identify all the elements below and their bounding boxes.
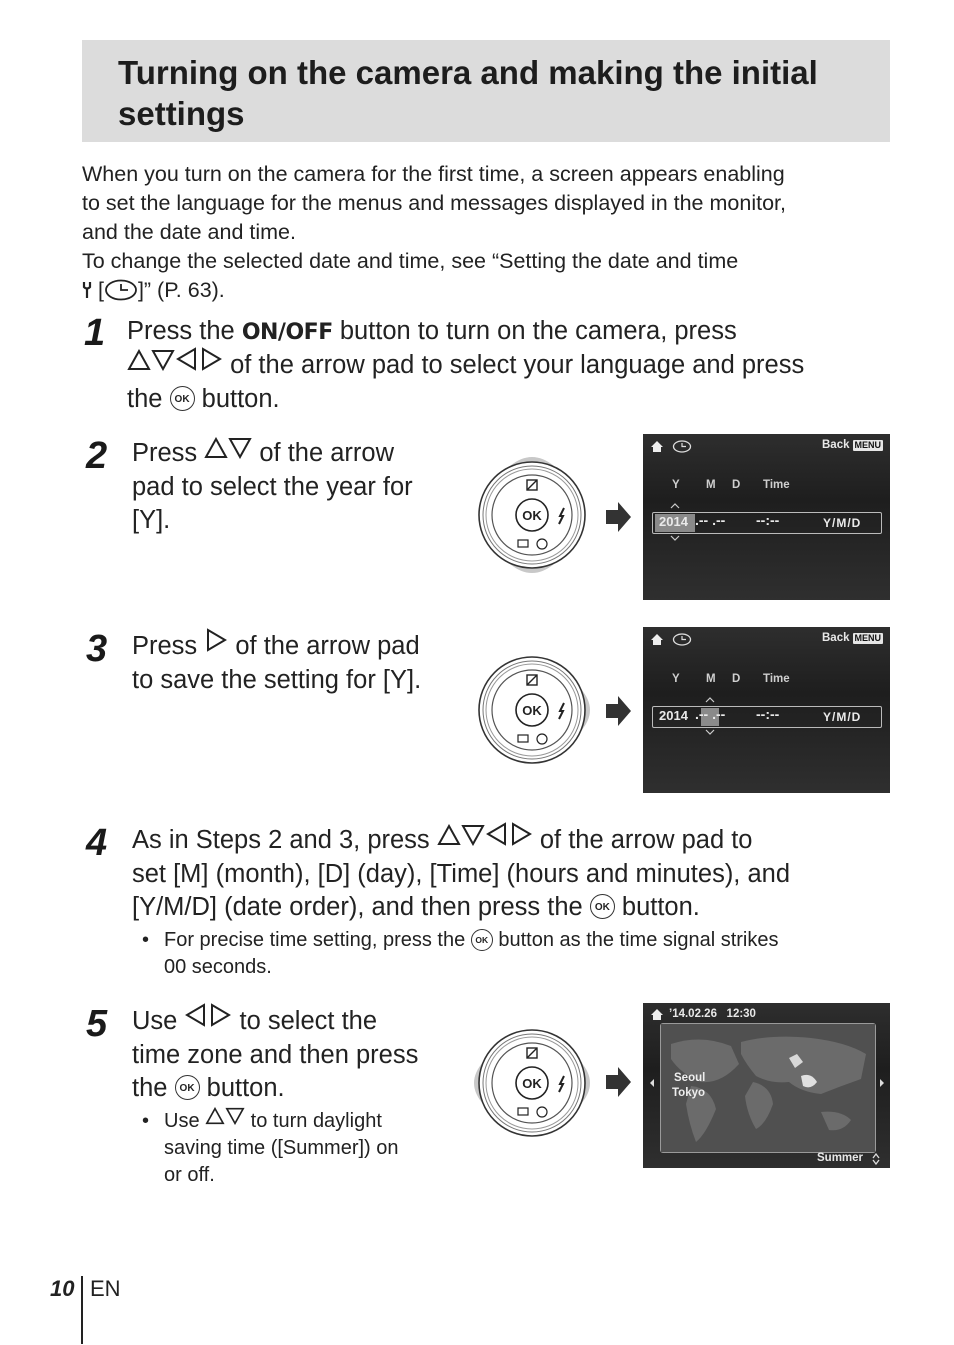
arrow-next-icon [604, 500, 632, 534]
intro-line: and the date and time. [82, 220, 296, 244]
language-label: EN [90, 1276, 121, 1301]
arrow-up-icon [127, 347, 151, 380]
home-icon [650, 633, 664, 646]
arrow-pad-diagram [472, 645, 602, 775]
caret-down-icon [705, 729, 715, 735]
menu-badge: MENU [854, 633, 881, 643]
step3-text: Press of the arrow pad to save the setting for [Y]. [132, 630, 462, 697]
ok-button-icon: OK [471, 929, 493, 951]
ok-button-icon: OK [170, 386, 195, 411]
home-icon [650, 440, 664, 453]
step-number: 1 [84, 312, 106, 354]
year-value: 2014 [659, 708, 688, 723]
arrow-pad-diagram [467, 1018, 602, 1148]
menu-badge: MENU [854, 440, 881, 450]
date-setting-screen: Back MENU Y M D Time 2014 .-- .-- --:-- Y/M/D [643, 434, 890, 600]
city-label: Seoul [674, 1072, 706, 1084]
year-value[interactable]: 2014 [659, 514, 688, 529]
arrow-down-icon [228, 435, 252, 468]
datetime-readout: ’14.02.26 12:30 [669, 1008, 756, 1020]
chevron-left-icon[interactable] [649, 1078, 655, 1088]
intro-line: To change the selected date and time, see “Setting the date and time [82, 249, 739, 273]
summer-toggle[interactable]: Summer [817, 1152, 864, 1164]
arrow-next-icon [604, 694, 632, 728]
arrow-down-icon [151, 347, 175, 380]
svg-text:OK: OK [522, 1076, 542, 1091]
step-number: 2 [86, 435, 108, 477]
arrow-left-icon [175, 347, 199, 380]
step-number: 3 [86, 628, 108, 670]
step4-text: As in Steps 2 and 3, press of the arrow pad to set [M] (month), [D] (day), [Time] (hours and minutes), and [Y/M/D] (date order), and then press the OK button. [132, 824, 912, 924]
chevron-right-icon[interactable] [879, 1078, 885, 1088]
step5-note: • Use to turn daylight saving time ([Summer]) on or off. [164, 1108, 454, 1189]
step4-note: • For precise time setting, press the OK button as the time signal strikes 00 seconds. [142, 929, 779, 978]
intro-line: When you turn on the camera for the first time, a screen appears enabling [82, 162, 785, 186]
step5-text: Use to select the time zone and then press the OK button. [132, 1005, 462, 1105]
arrow-left-icon [184, 1003, 208, 1036]
clock-icon [672, 633, 692, 646]
back-label: Back [822, 632, 850, 644]
arrow-next-icon [604, 1065, 632, 1099]
caret-up-icon [705, 697, 715, 703]
date-setting-screen: Back MENU Y M D Time 2014 .-- .-- --:-- Y/M/D [643, 627, 890, 793]
back-label: Back [822, 439, 850, 451]
step-number: 5 [86, 1003, 108, 1045]
page-title: Turning on the camera and making the initial settings [118, 54, 818, 132]
arrow-down-icon [461, 822, 485, 855]
clock-icon [672, 440, 692, 453]
svg-text:OK: OK [522, 703, 542, 718]
arrow-right-icon [199, 347, 223, 380]
home-icon [650, 1008, 664, 1021]
arrow-right-icon [509, 822, 533, 855]
arrow-right-icon [208, 1003, 232, 1036]
onoff-label: ON/OFF [241, 320, 333, 345]
up-down-icon [872, 1153, 880, 1165]
step1-text: Press the ON/OFF button to turn on the camera, press of the arrow pad to select your language and press the OK button. [127, 317, 805, 413]
caret-up-icon [670, 503, 680, 509]
arrow-down-icon [225, 1106, 245, 1133]
svg-text:OK: OK [522, 508, 542, 523]
timezone-screen [643, 1003, 890, 1168]
wrench-icon [82, 281, 92, 299]
intro-line: to set the language for the menus and messages displayed in the monitor, [82, 191, 786, 215]
arrow-up-icon [204, 435, 228, 468]
arrow-pad-diagram [472, 450, 592, 580]
ok-button-icon: OK [175, 1075, 200, 1100]
footer-divider [81, 1276, 83, 1344]
step-number: 4 [86, 822, 108, 864]
arrow-left-icon [485, 822, 509, 855]
intro-paragraph [82, 160, 882, 305]
step2-text: Press of the arrow pad to select the year for [Y]. [132, 437, 462, 537]
clock-icon [104, 279, 138, 301]
caret-down-icon [670, 535, 680, 541]
page-number: 10 [50, 1276, 75, 1301]
arrow-up-icon [205, 1106, 225, 1133]
arrow-right-icon [204, 628, 228, 661]
intro-line: [ ]” (P. 63). [82, 276, 882, 305]
city-label: Tokyo [672, 1087, 706, 1099]
ok-button-icon: OK [590, 894, 615, 919]
arrow-up-icon [437, 822, 461, 855]
